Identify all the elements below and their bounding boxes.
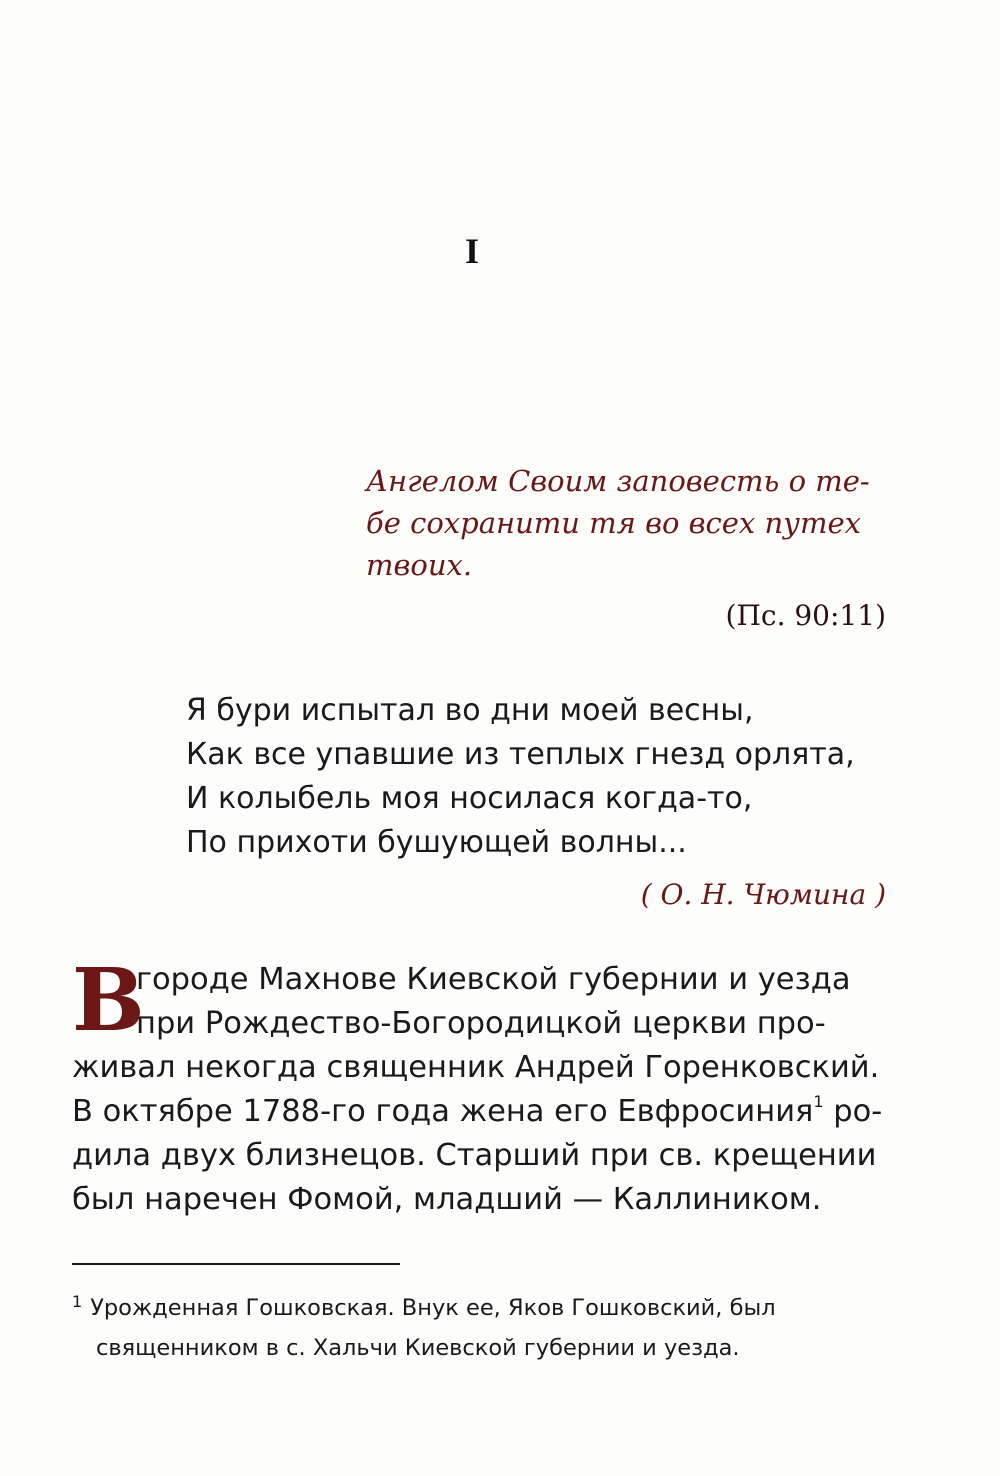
epigraph-source: (Пс. 90:11) (725, 599, 886, 632)
body-line (72, 1090, 888, 1134)
body-line-tail: ро- (823, 1094, 883, 1129)
footnote-divider (72, 1263, 400, 1265)
body-line: городе Махнове Киевской губернии и уезда (136, 962, 851, 997)
poem-line: И колыбель моя носилася когда-то, (186, 781, 753, 816)
epigraph-line: бе сохранити тя во всех путех (366, 506, 862, 540)
body-paragraph (72, 950, 888, 1222)
drop-cap: В (72, 950, 145, 1051)
body-line: дила двух близнецов. Старший при св. крещении (72, 1138, 877, 1173)
epigraph-psalm (366, 460, 886, 636)
epigraph-line: твоих. (366, 548, 473, 582)
chapter-number: I (465, 231, 480, 271)
footnote-line: священником в с. Хальчи Киевской губернии и уезда. (96, 1335, 740, 1361)
poem-line: По прихоти бушующей волны... (186, 825, 687, 860)
footnote-line (72, 1282, 902, 1328)
poem-line: Как все упавшие из теплых гнезд орлята, (186, 737, 855, 772)
poem-author: ( О. Н. Чюмина ) (640, 878, 886, 911)
body-line-text: В октябре 1788-го года жена его Евфросиния (72, 1094, 814, 1129)
footnote-reference[interactable]: 1 (813, 1092, 824, 1111)
body-line: был наречен Фомой, младший — Каллиником. (72, 1182, 822, 1217)
epigraph-line: Ангелом Своим заповесть о те- (366, 464, 870, 498)
footnote-marker: 1 (72, 1292, 83, 1311)
body-line: при Рождество-Богородицкой церкви про- (136, 1006, 826, 1041)
body-line: живал некогда священник Андрей Горенковский. (72, 1050, 880, 1085)
epigraph-poem (186, 689, 886, 915)
poem-line: Я бури испытал во дни моей весны, (186, 693, 754, 728)
footnote (72, 1282, 902, 1368)
footnote-text: Урожденная Гошковская. Внук ее, Яков Гошковский, был (90, 1295, 776, 1321)
